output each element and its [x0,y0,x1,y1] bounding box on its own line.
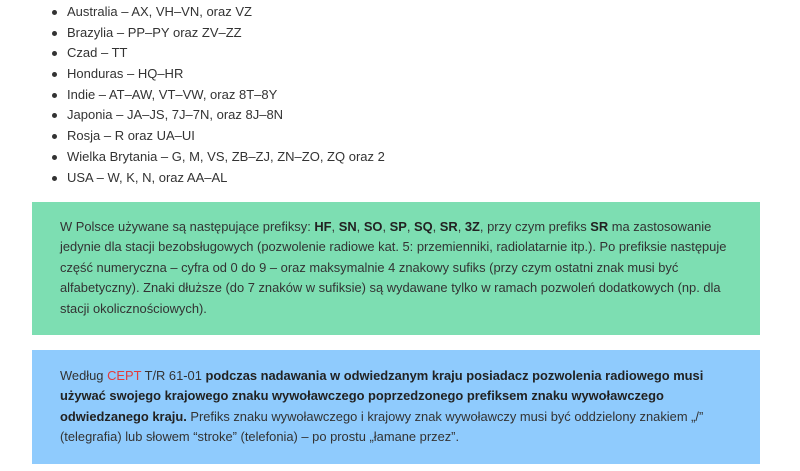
cept-text-rest: Prefiks znaku wywoławczego i krajowy znak wywoławczy musi być oddzielony znakiem „/” (telegrafia) lub słowem “stroke” (telefonia) – po prostu „łamane przez”. [60,408,704,445]
list-item-text: Honduras – HQ–HR [67,66,184,82]
bullet-icon [52,176,57,181]
list-item-text: Rosja – R oraz UA–UI [67,128,195,144]
cept-rule-box [32,350,760,464]
bullet-icon [52,93,57,98]
cept-text-intro: Według [60,368,108,383]
bullet-icon [52,51,57,56]
list-item [51,126,385,147]
prefix-hf: HF [314,219,332,234]
separator: , [331,219,339,234]
cept-link[interactable]: CEPT [107,368,142,383]
list-item-text: Japonia – JA–JS, 7J–7N, oraz 8J–8N [67,107,284,123]
bullet-icon [52,72,57,77]
bullet-icon [52,113,57,118]
separator: , [406,219,414,234]
poland-text-intro: W Polsce używane są następujące prefiksy: [60,219,315,234]
list-item [51,147,385,168]
prefix-sr-highlight: SR [590,219,609,234]
separator: , [457,219,465,234]
list-item-text: USA – W, K, N, oraz AA–AL [67,169,228,185]
poland-text-rest: ma zastosowanie jedynie dla stacji bezobsługowych (pozwolenie radiowe kat. 5: przemienniki, radiolatarnie itp.). Po prefiksie następuje część numeryczna – cyfra od 0 do 9 – oraz maksymalnie 4 znakowy sufiks (przy czym ostatni znak musi być alfabetyczny). Znaki dłuższe (do 7 znaków w sufiksie) są wydawane tylko w ramach pozwoleń dodatkowych (np. dla stacji okolicznościowych). [60,219,727,316]
country-prefix-list [51,2,385,188]
list-item [51,168,385,189]
bullet-icon [52,10,57,15]
poland-prefixes-box [32,202,760,335]
prefix-sq: SQ [413,219,433,234]
list-item [51,2,385,23]
bullet-icon [52,31,57,36]
cept-bold-rule: podczas nadawania w odwiedzanym kraju posiadacz pozwolenia radiowego musi używać swojego krajowego znaku wywoławczego poprzedzonego prefiksem znaku wywoławczego odwiedzanego kraju. [60,368,704,424]
prefix-sr: SR [439,219,458,234]
list-item-text: Australia – AX, VH–VN, oraz VZ [67,4,252,19]
prefix-so: SO [363,219,383,234]
list-item [51,23,385,44]
prefix-3z: 3Z [464,219,480,234]
list-item-text: Czad – TT [67,45,128,61]
separator: , [356,219,364,234]
list-item-text: Indie – AT–AW, VT–VW, oraz 8T–8Y [67,86,278,102]
poland-text-middle: , przy czym prefiks [479,219,591,234]
cept-text-ref: T/R 61-01 [141,368,206,383]
separator: , [382,219,390,234]
list-item-text: Wielka Brytania – G, M, VS, ZB–ZJ, ZN–ZO, ZQ oraz 2 [67,148,385,164]
bullet-icon [52,134,57,139]
list-item-text: Brazylia – PP–PY oraz ZV–ZZ [67,24,242,40]
list-item [51,43,385,64]
prefix-sp: SP [389,219,407,234]
list-item [51,85,385,106]
list-item [51,64,385,85]
separator: , [432,219,440,234]
bullet-icon [52,155,57,160]
prefix-sn: SN [338,219,357,234]
list-item [51,105,385,126]
